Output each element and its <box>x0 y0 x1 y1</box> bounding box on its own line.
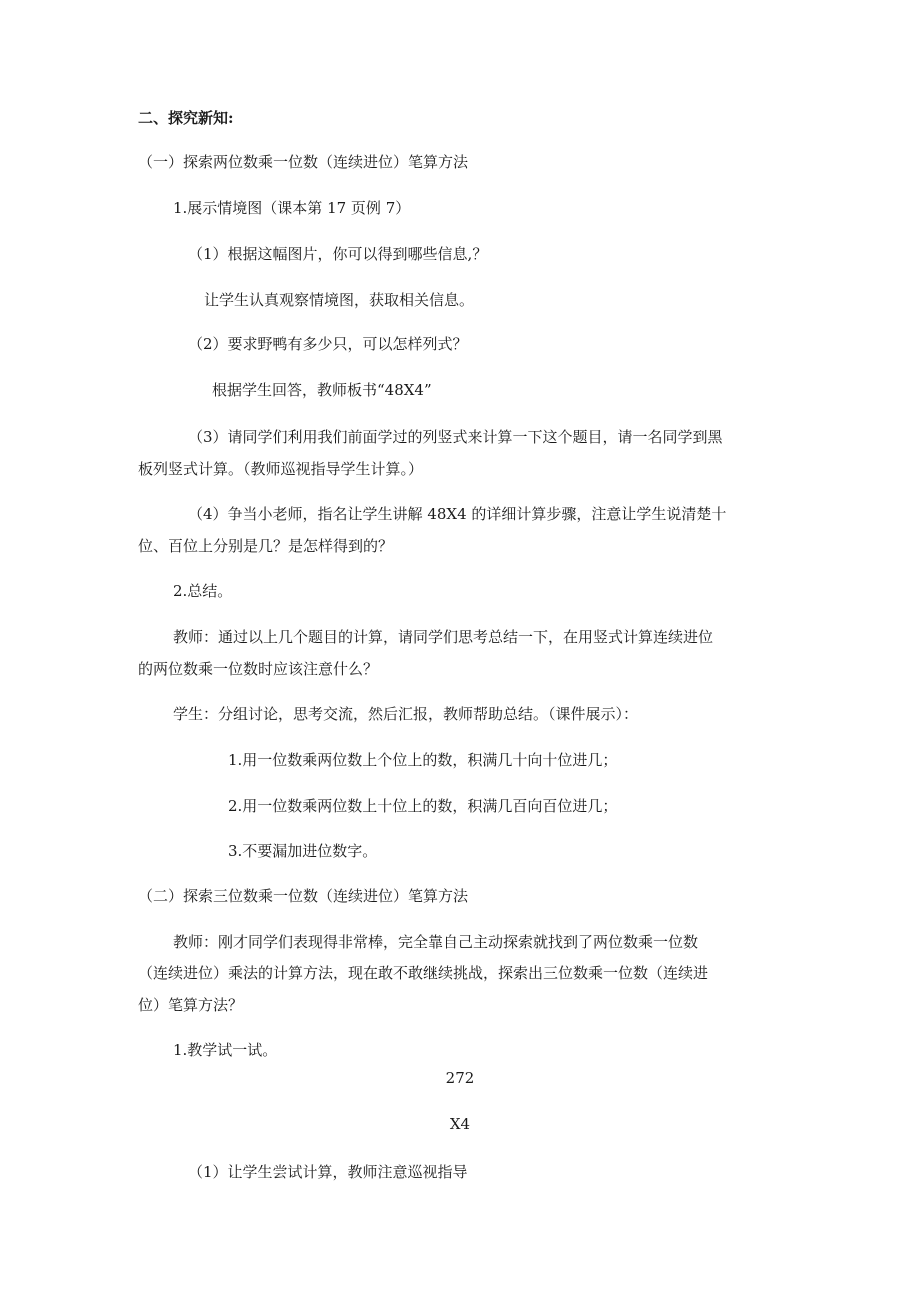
step-2: 2.总结。 <box>173 582 233 600</box>
student-response: 学生：分组讨论，思考交流，然后汇报，教师帮助总结。（课件展示）： <box>173 705 639 723</box>
question-4-line-2: 位、百位上分别是几？是怎样得到的？ <box>138 537 394 555</box>
rule-3: 3.不要漏加进位数字。 <box>228 842 378 860</box>
question-1-note: 让学生认真观察情境图，获取相关信息。 <box>204 291 475 309</box>
calculation-multiplier: X4 <box>449 1115 471 1133</box>
question-1: （1）根据这幅图片，你可以得到哪些信息,？ <box>188 245 488 263</box>
question-4-line-1: （4）争当小老师，指名让学生讲解 48X4 的详细计算步骤，注意让学生说清楚十 <box>188 505 727 523</box>
subsection-title-1: （一）探索两位数乘一位数（连续进位）笔算方法 <box>138 153 469 171</box>
teacher-summary-line-1: 教师：通过以上几个题目的计算，请同学们思考总结一下，在用竖式计算连续进位 <box>173 628 714 646</box>
rule-1: 1.用一位数乘两位数上个位上的数，积满几十向十位进几； <box>228 751 618 769</box>
teacher-summary-line-2: 的两位数乘一位数时应该注意什么？ <box>138 660 379 678</box>
teacher-challenge-line-3: 位）笔算方法？ <box>138 996 244 1014</box>
question-3-line-1: （3）请同学们利用我们前面学过的列竖式来计算一下这个题目，请一名同学到黑 <box>188 428 723 446</box>
calculation-multiplicand: 272 <box>445 1069 475 1087</box>
step-try: 1.教学试一试。 <box>173 1041 278 1059</box>
section-heading: 二、探究新知: <box>138 109 234 127</box>
rule-2: 2.用一位数乘两位数上十位上的数，积满几百向百位进几； <box>228 797 618 815</box>
subsection-title-2: （二）探索三位数乘一位数（连续进位）笔算方法 <box>138 887 469 905</box>
question-3-line-2: 板列竖式计算。（教师巡视指导学生计算。） <box>138 460 424 478</box>
try-question-1: （1）让学生尝试计算，教师注意巡视指导 <box>188 1163 468 1181</box>
question-2-note: 根据学生回答，教师板书“48X4” <box>212 381 432 399</box>
step-1: 1.展示情境图（课本第 17 页例 7） <box>173 199 411 217</box>
question-2: （2）要求野鸭有多少只，可以怎样列式？ <box>188 335 468 353</box>
teacher-challenge-line-1: 教师：刚才同学们表现得非常棒，完全靠自己主动探索就找到了两位数乘一位数 <box>173 933 699 951</box>
teacher-challenge-line-2: （连续进位）乘法的计算方法，现在敢不敢继续挑战，探索出三位数乘一位数（连续进 <box>138 964 709 982</box>
